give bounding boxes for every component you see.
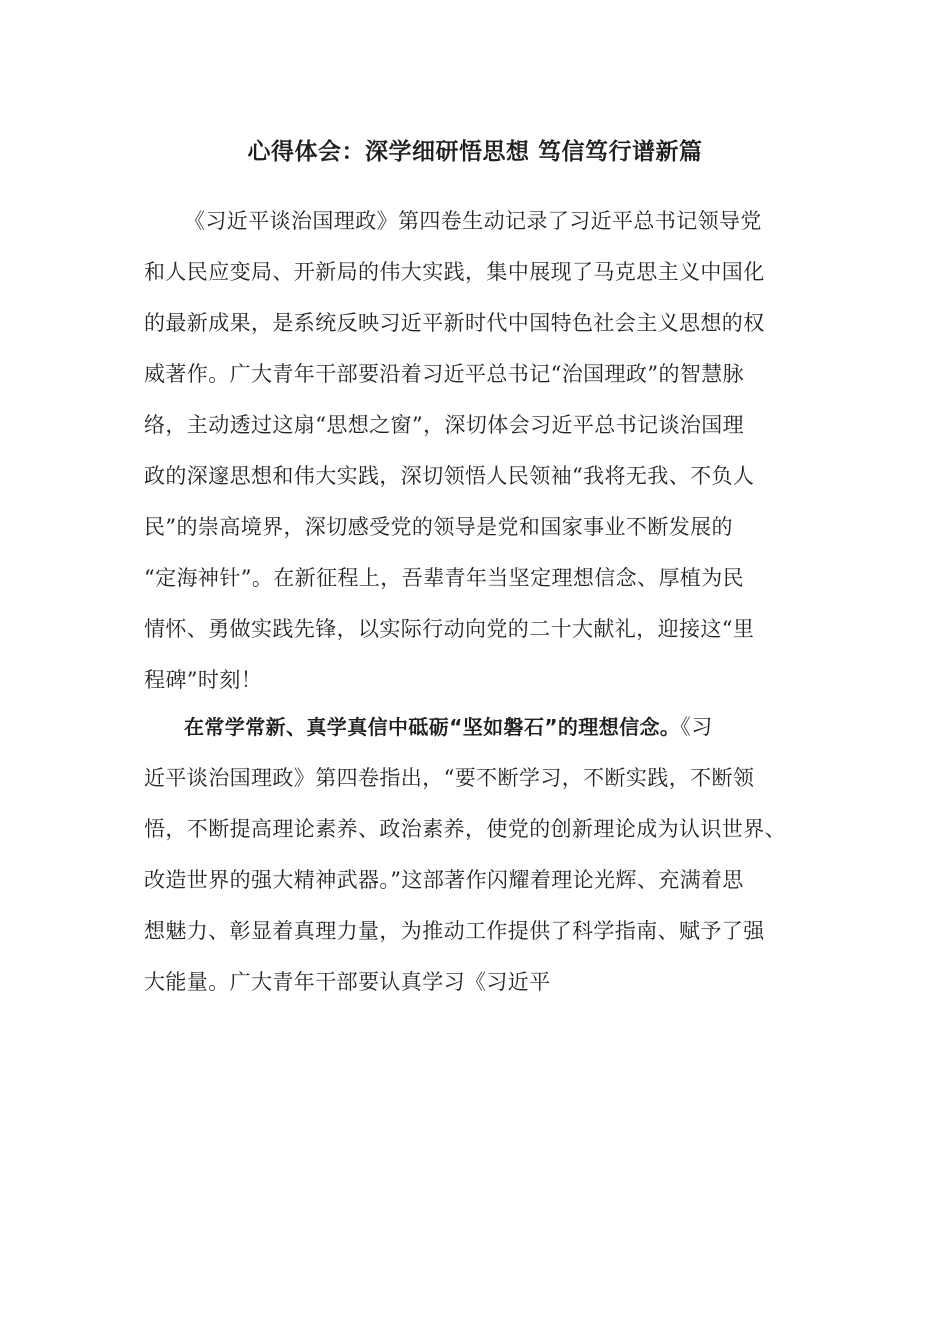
paragraph-line: 情怀、勇做实践先锋，以实际行动向党的二十大献礼，迎接这“里 bbox=[144, 617, 755, 641]
paragraph-line: 程碑”时刻！ bbox=[144, 668, 263, 692]
paragraph-line: 《习近平谈治国理政》第四卷生动记录了习近平总书记领导党 bbox=[184, 209, 762, 233]
paragraph-line: 民”的崇高境界，深切感受党的领导是党和国家事业不断发展的 bbox=[144, 515, 733, 539]
paragraph-2 bbox=[144, 702, 812, 1008]
paragraph-lead-heading: 在常学常新、真学真信中砥砺“坚如磐石”的理想信念。 bbox=[184, 715, 681, 739]
paragraph-line: 大能量。广大青年干部要认真学习《习近平 bbox=[144, 970, 551, 994]
document-title: 心得体会：深学细研悟思想 笃信笃行谱新篇 bbox=[247, 139, 703, 165]
paragraph-line: 悟，不断提高理论素养、政治素养，使党的创新理论成为认识世界、 bbox=[144, 817, 786, 841]
paragraph-line: “定海神针”。在新征程上，吾辈青年当坚定理想信念、厚植为民 bbox=[144, 566, 745, 590]
paragraph-line-tail: 《习 bbox=[680, 715, 713, 739]
paragraph-line: 政的深邃思想和伟大实践，深切领悟人民领袖“我将无我、不负人 bbox=[144, 464, 755, 488]
paragraph-1 bbox=[144, 196, 812, 706]
paragraph-line: 威著作。广大青年干部要沿着习近平总书记“治国理政”的智慧脉 bbox=[144, 362, 745, 386]
paragraph-first-line bbox=[144, 702, 812, 753]
paragraph-line: 近平谈治国理政》第四卷指出，“要不断学习，不断实践，不断领 bbox=[144, 766, 755, 790]
paragraph-line: 络，主动透过这扇“思想之窗”，深切体会习近平总书记谈治国理 bbox=[144, 413, 745, 437]
paragraph-line: 的最新成果，是系统反映习近平新时代中国特色社会主义思想的权 bbox=[144, 311, 765, 335]
paragraph-line: 想魅力、彰显着真理力量，为推动工作提供了科学指南、赋予了强 bbox=[144, 919, 765, 943]
paragraph-line: 改造世界的强大精神武器。”这部著作闪耀着理论光辉、充满着思 bbox=[144, 868, 744, 892]
paragraph-line: 和人民应变局、开新局的伟大实践，集中展现了马克思主义中国化 bbox=[144, 260, 765, 284]
